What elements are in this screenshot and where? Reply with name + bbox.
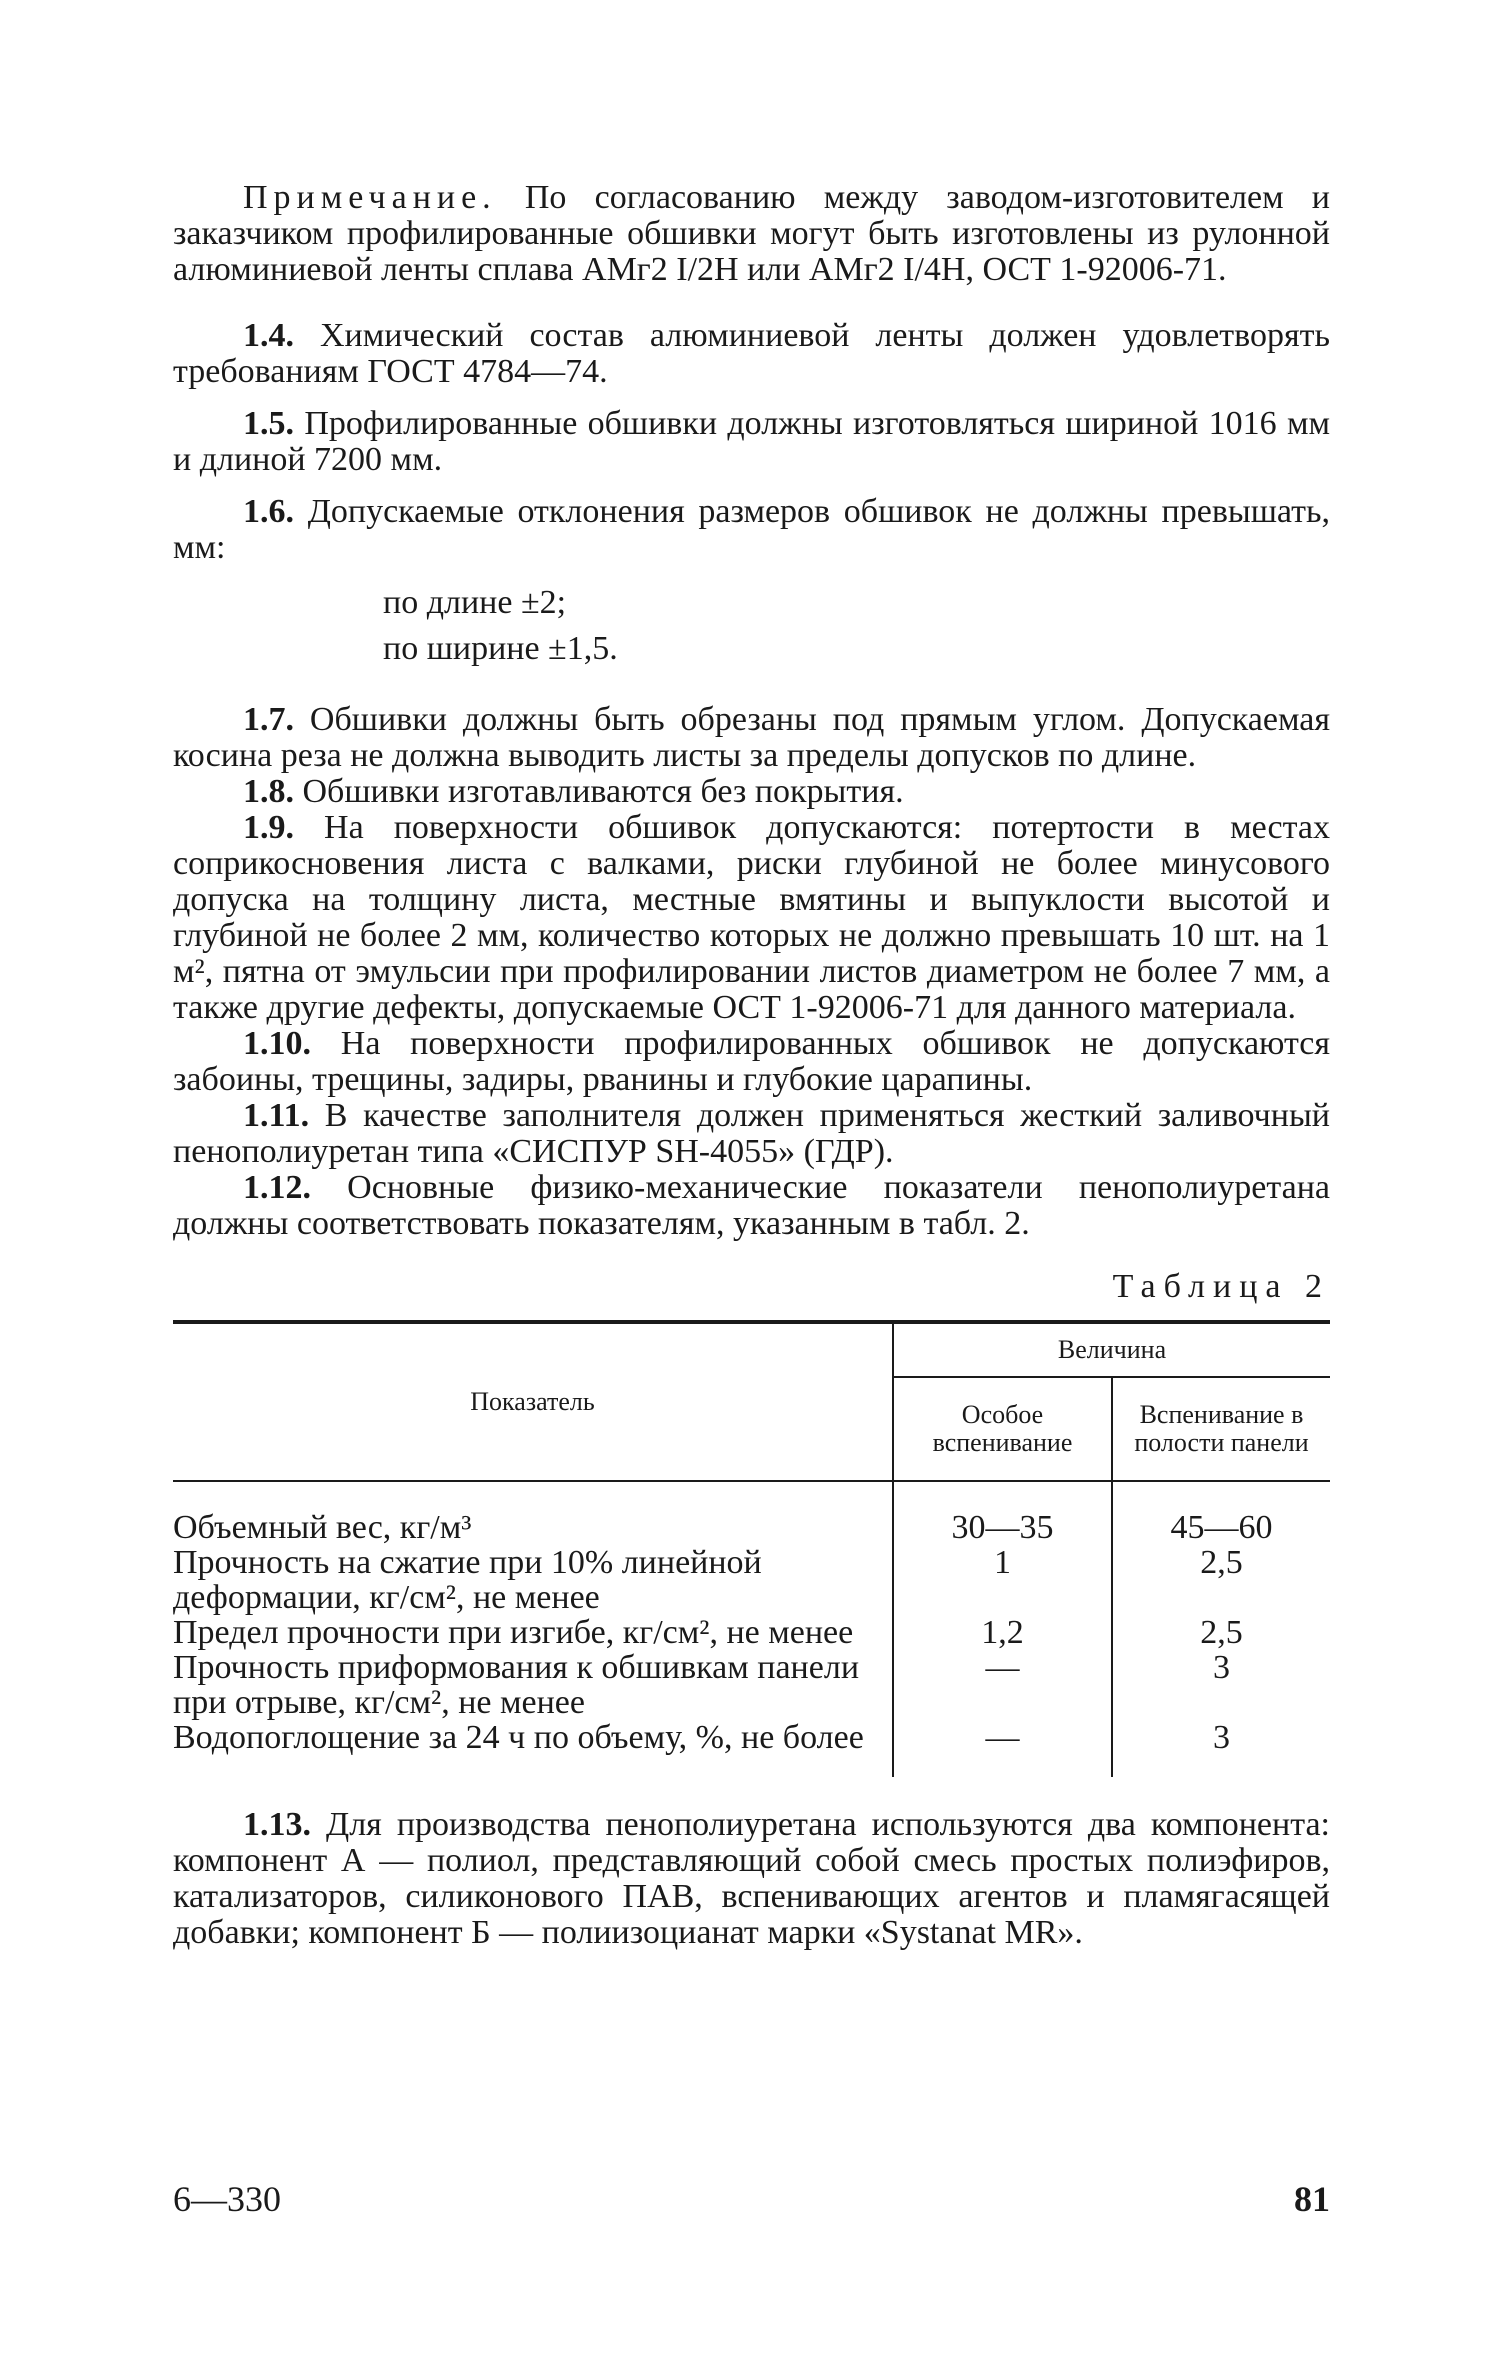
table-row (173, 1481, 1330, 1545)
page-number: 81 (1294, 2179, 1330, 2219)
note-label: Примечание. (243, 179, 497, 216)
clause-text: Обшивки должны быть обрезаны под прямым углом. Допускаемая косина реза не должна выводить листы за пределы допусков по длине. (173, 701, 1330, 774)
clause-number: 1.10. (243, 1025, 311, 1062)
clause-number: 1.9. (243, 809, 294, 846)
clause-1-7 (173, 702, 1330, 774)
row-parameter: Прочность приформования к обшивкам панели при отрыве, кг/см², не менее (173, 1649, 860, 1721)
clause-number: 1.5. (243, 405, 294, 442)
clause-number: 1.11. (243, 1097, 310, 1134)
clause-text: В качестве заполнителя должен применяться жесткий заливочный пенополиуретан типа «СИСПУР SH-4055» (ГДР). (173, 1097, 1330, 1170)
header-cavity-foaming: Вспенивание в полости панели (1112, 1377, 1330, 1481)
note-text: По согласованию между заводом-изготовителем и заказчиком профилированные обшивки могут быть изготовлены из рулонной алюминиевой ленты сплава АМг2 I/2Н или АМг2 I/4Н, ОСТ 1-92006-71. (173, 179, 1330, 288)
clause-text: Допускаемые отклонения размеров обшивок не должны превышать, мм: (173, 493, 1330, 566)
document-page (173, 180, 1330, 1951)
clause-1-6 (173, 494, 1330, 566)
header-value: Величина (893, 1322, 1330, 1377)
row-value-special: 1,2 (893, 1615, 1112, 1650)
clause-number: 1.7. (243, 701, 294, 738)
clause-1-8 (173, 774, 1330, 810)
clause-1-13 (173, 1807, 1330, 1951)
tolerance-width: по ширине ±1,5. (383, 630, 618, 667)
clause-1-11 (173, 1098, 1330, 1170)
clause-1-10 (173, 1026, 1330, 1098)
tolerance-list (383, 580, 1330, 672)
clause-1-5 (173, 406, 1330, 478)
clause-number: 1.4. (243, 317, 294, 354)
row-parameter: Предел прочности при изгибе, кг/см², не менее (173, 1614, 854, 1651)
row-value-special: 30—35 (893, 1481, 1112, 1545)
clause-number: 1.6. (243, 493, 294, 530)
row-value-cavity: 45—60 (1112, 1481, 1330, 1545)
row-value-special: — (893, 1650, 1112, 1720)
tolerance-length: по длине ±2; (383, 584, 567, 621)
clause-text: На поверхности профилированных обшивок не допускаются забоины, трещины, задиры, рванины и глубокие царапины. (173, 1025, 1330, 1098)
clause-text: Для производства пенополиуретана используются два компонента: компонент А — полиол, представляющий собой смесь простых полиэфиров, катализаторов, силиконового ПАВ, вспенивающих агентов и пламягасящей добавки; компонент Б — полиизоцианат марки «Systanat MR». (173, 1806, 1330, 1951)
row-parameter: Прочность на сжатие при 10% линейной деформации, кг/см², не менее (173, 1544, 762, 1616)
clause-text: Основные физико-механические показатели пенополиуретана должны соответствовать показателям, указанным в табл. 2. (173, 1169, 1330, 1242)
clause-text: Обшивки изготавливаются без покрытия. (294, 773, 904, 810)
row-value-special: 1 (893, 1545, 1112, 1615)
clause-1-4 (173, 318, 1330, 390)
row-parameter: Объемный вес, кг/м³ (173, 1509, 472, 1546)
row-parameter: Водопоглощение за 24 ч по объему, %, не более (173, 1719, 864, 1756)
properties-table (173, 1320, 1330, 1777)
clause-text: Химический состав алюминиевой ленты должен удовлетворять требованиям ГОСТ 4784—74. (173, 317, 1330, 390)
clause-1-12 (173, 1170, 1330, 1242)
clause-text: Профилированные обшивки должны изготовляться шириной 1016 мм и длиной 7200 мм. (173, 405, 1330, 478)
table-row (173, 1650, 1330, 1720)
header-parameter: Показатель (173, 1322, 893, 1481)
row-value-cavity: 2,5 (1112, 1545, 1330, 1615)
table-caption: Таблица 2 (1112, 1268, 1330, 1305)
row-value-special: — (893, 1720, 1112, 1777)
row-value-cavity: 2,5 (1112, 1615, 1330, 1650)
clause-number: 1.8. (243, 773, 294, 810)
row-value-cavity: 3 (1112, 1720, 1330, 1777)
table-row (173, 1545, 1330, 1615)
clause-text: На поверхности обшивок допускаются: потертости в местах соприкосновения листа с валками, риски глубиной не более минусового допуска на толщину листа, местные вмятины и выпуклости высотой и глубиной не более 2 мм, количество которых не должно превышать 10 шт. на 1 м², пятна от эмульсии при профилировании листов диаметром не более 7 мм, а также другие дефекты, допускаемые ОСТ 1-92006-71 для данного материала. (173, 809, 1330, 1026)
signature-mark: 6—330 (173, 2179, 281, 2219)
clause-number: 1.13. (243, 1806, 311, 1843)
clause-1-9 (173, 810, 1330, 1026)
row-value-cavity: 3 (1112, 1650, 1330, 1720)
note-paragraph (173, 180, 1330, 288)
clause-number: 1.12. (243, 1169, 311, 1206)
header-special-foaming: Особое вспенивание (893, 1377, 1112, 1481)
table-row (173, 1720, 1330, 1777)
table-row (173, 1615, 1330, 1650)
